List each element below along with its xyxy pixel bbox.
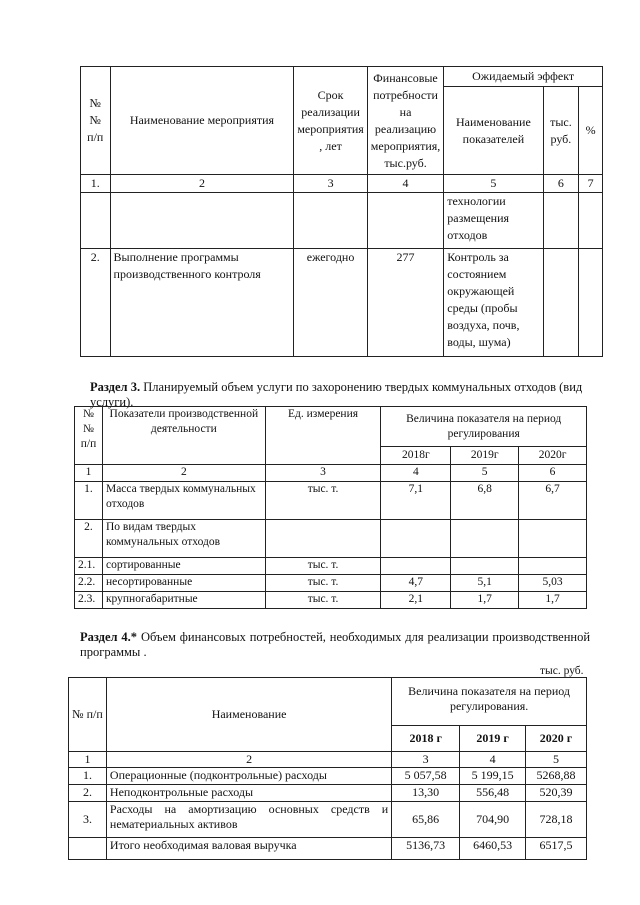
- row-percent: [579, 249, 603, 357]
- table-row: [81, 249, 603, 357]
- col-number: 1: [69, 752, 107, 768]
- row-num: 2.3.: [75, 592, 103, 609]
- row-value-2020: 520,39: [526, 785, 587, 802]
- header-value-period: Величина показателя на период регулирования: [381, 407, 587, 447]
- table-row-total: [69, 838, 587, 860]
- row-num: 3.: [69, 802, 107, 838]
- header-indicator-name: Наименование показателей: [444, 87, 543, 175]
- col-number: 2: [106, 752, 391, 768]
- col-number: 4: [460, 752, 526, 768]
- header-indicators: Показатели производственной деятельности: [102, 407, 265, 465]
- row-indicator: По видам твердых коммунальных отходов: [102, 520, 265, 558]
- header-num: № п/п: [69, 678, 107, 752]
- table-row: [75, 482, 587, 520]
- row-value-2019: 1,7: [451, 592, 519, 609]
- row-num: 1.: [75, 482, 103, 520]
- header-thousand-rub: тыс. руб.: [543, 87, 579, 175]
- row-thousand: [543, 249, 579, 357]
- column-number-row: [81, 175, 603, 193]
- row-value-2019: 5 199,15: [460, 768, 526, 785]
- header-finance: Финансовые потребности на реализацию мероприятия, тыс.руб.: [367, 67, 443, 175]
- row-indicator: технологии размещения отходов: [444, 193, 543, 249]
- row-finance: [367, 193, 443, 249]
- row-value-2020: 5268,88: [526, 768, 587, 785]
- section-4-heading: [80, 630, 590, 660]
- row-value-2020: [519, 558, 587, 575]
- column-number-row: [69, 752, 587, 768]
- header-value-period: Величина показателя на период регулирования.: [392, 678, 587, 726]
- row-value-2018: 2,1: [381, 592, 451, 609]
- section-4-label: Раздел 4.*: [80, 630, 138, 644]
- row-value-2018: 4,7: [381, 575, 451, 592]
- row-name: Операционные (подконтрольные) расходы: [106, 768, 391, 785]
- row-value-2019: 556,48: [460, 785, 526, 802]
- header-year: 2019г: [451, 447, 519, 465]
- col-number: 4: [381, 465, 451, 482]
- col-number: 6: [543, 175, 579, 193]
- row-unit: тыс. т.: [265, 482, 381, 520]
- row-indicator: Контроль за состоянием окружающей среды (пробы воздуха, почв, воды, шума): [444, 249, 543, 357]
- header-num: №№ п/п: [75, 407, 103, 465]
- row-num: [81, 193, 111, 249]
- row-num: 2.2.: [75, 575, 103, 592]
- col-number: 4: [367, 175, 443, 193]
- header-year: 2020г: [519, 447, 587, 465]
- col-number: 7: [579, 175, 603, 193]
- section-3-text: Планируемый объем услуги по захоронению твердых коммунальных отходов (вид услуги).: [90, 380, 583, 409]
- col-number: 2: [102, 465, 265, 482]
- row-value-2020: 6,7: [519, 482, 587, 520]
- row-name: Неподконтрольные расходы: [106, 785, 391, 802]
- row-value-2018: 5 057,58: [392, 768, 460, 785]
- header-year: 2020 г: [526, 726, 587, 752]
- row-value-2020: 6517,5: [526, 838, 587, 860]
- row-num: 2.: [69, 785, 107, 802]
- row-num: 2.: [81, 249, 111, 357]
- row-indicator: сортированные: [102, 558, 265, 575]
- col-number: 5: [526, 752, 587, 768]
- row-value-2018: [381, 558, 451, 575]
- row-num: 2.: [75, 520, 103, 558]
- row-value-2020: 1,7: [519, 592, 587, 609]
- row-value-2019: [451, 520, 519, 558]
- header-year: 2018г: [381, 447, 451, 465]
- col-number: 5: [444, 175, 543, 193]
- header-unit: Ед. измерения: [265, 407, 381, 465]
- row-value-2019: [451, 558, 519, 575]
- row-value-2020: [519, 520, 587, 558]
- col-number: 3: [392, 752, 460, 768]
- unit-note: тыс. руб.: [540, 665, 584, 677]
- row-unit: [265, 520, 381, 558]
- row-value-2018: [381, 520, 451, 558]
- section-4-text: Объем финансовых потребностей, необходимых для реализации производственной программы .: [80, 630, 591, 659]
- col-number: 1: [75, 465, 103, 482]
- table-row: [75, 575, 587, 592]
- table-row: [81, 193, 603, 249]
- col-number: 5: [451, 465, 519, 482]
- service-volume-table: [74, 406, 587, 609]
- row-value-2018: 65,86: [392, 802, 460, 838]
- table-row: [69, 802, 587, 838]
- row-finance: 277: [367, 249, 443, 357]
- row-unit: тыс. т.: [265, 575, 381, 592]
- table-row: [69, 768, 587, 785]
- header-year: 2018 г: [392, 726, 460, 752]
- row-value-2020: 5,03: [519, 575, 587, 592]
- col-number: 2: [110, 175, 294, 193]
- row-unit: тыс. т.: [265, 592, 381, 609]
- row-value-2019: 6460,53: [460, 838, 526, 860]
- col-number: 1.: [81, 175, 111, 193]
- row-unit: тыс. т.: [265, 558, 381, 575]
- row-activity: Выполнение программы производственного контроля: [110, 249, 294, 357]
- row-indicator: крупногабаритные: [102, 592, 265, 609]
- row-num: 2.1.: [75, 558, 103, 575]
- col-number: 6: [519, 465, 587, 482]
- row-value-2019: 704,90: [460, 802, 526, 838]
- financial-needs-table: [68, 677, 587, 860]
- col-number: 3: [265, 465, 381, 482]
- row-value-2020: 728,18: [526, 802, 587, 838]
- header-expected-effect: Ожидаемый эффект: [444, 67, 603, 87]
- row-thousand: [543, 193, 579, 249]
- row-num: [69, 838, 107, 860]
- header-name: Наименование: [106, 678, 391, 752]
- activities-table: [80, 66, 603, 357]
- table-row: [75, 558, 587, 575]
- row-activity: [110, 193, 294, 249]
- row-value-2019: 5,1: [451, 575, 519, 592]
- table-row: [75, 592, 587, 609]
- row-name: Расходы на амортизацию основных средств и нематериальных активов: [106, 802, 391, 838]
- table-row: [75, 520, 587, 558]
- row-value-2018: 7,1: [381, 482, 451, 520]
- row-percent: [579, 193, 603, 249]
- row-num: 1.: [69, 768, 107, 785]
- table-row: [69, 785, 587, 802]
- row-term: [294, 193, 367, 249]
- header-percent: %: [579, 87, 603, 175]
- row-term: ежегодно: [294, 249, 367, 357]
- header-num: №№ п/п: [81, 67, 111, 175]
- header-term: Срок реализации мероприятия , лет: [294, 67, 367, 175]
- row-indicator: несортированные: [102, 575, 265, 592]
- row-value-2018: 5136,73: [392, 838, 460, 860]
- column-number-row: [75, 465, 587, 482]
- col-number: 3: [294, 175, 367, 193]
- section-3-label: Раздел 3.: [90, 380, 141, 394]
- row-name: Итого необходимая валовая выручка: [106, 838, 391, 860]
- header-activity-name: Наименование мероприятия: [110, 67, 294, 175]
- header-year: 2019 г: [460, 726, 526, 752]
- row-value-2019: 6,8: [451, 482, 519, 520]
- row-value-2018: 13,30: [392, 785, 460, 802]
- row-indicator: Масса твердых коммунальных отходов: [102, 482, 265, 520]
